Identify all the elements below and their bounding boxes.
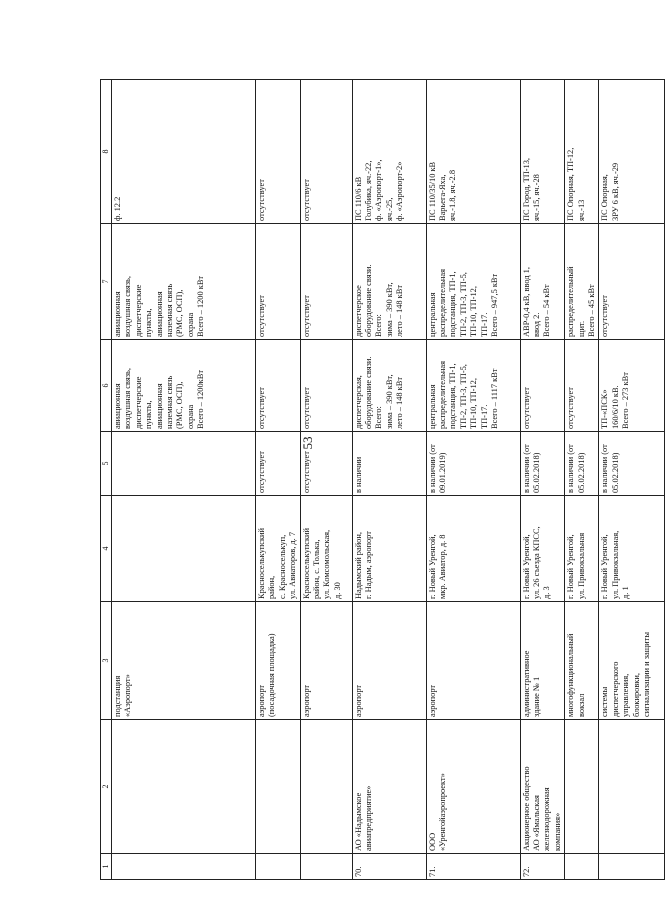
status-text: в наличии (от 09.01.2019) [427,444,448,493]
load-reserve-cell [426,224,520,340]
power-source-text: отсутствует [301,179,311,221]
table-row [352,80,426,880]
load-supply-text: отсутствует [257,387,266,429]
status-text: в наличии [353,456,363,493]
object-text: аэропорт (посадочная площадка) [257,633,277,717]
status-text: в наличии (от 05.02.2018) [521,444,542,493]
power-source-text: ПС Опорная, ЗРУ 6 кВ, яч.-29 [600,162,620,221]
power-source-cell [599,80,665,224]
organization-cell [352,720,426,854]
power-source-cell [426,80,520,224]
object-cell [426,602,520,720]
organization-text: Акционерное общество АО «Ямальская железнодорожная компания» [521,766,562,851]
organization-cell [565,720,599,854]
organization-text: АО «Надымское авиапредприятие» [353,785,374,851]
load-reserve-cell [256,224,301,340]
header-row [101,80,112,880]
power-source-text: ПС 110/6 кВ Голубика, яч.-22, ф. «Аэропорт-1», яч.-25, ф. «Аэропорт-2» [353,159,405,221]
load-supply-text: отсутствует [566,387,576,429]
column-header: 3 [101,602,112,720]
table-row [599,80,665,880]
object-text: административное здание № 1 [521,650,542,717]
column-header: 1 [101,854,112,880]
power-source-text: ф. 12.2 [113,196,122,221]
column-header: 5 [101,432,112,496]
organization-cell [112,720,256,854]
status-text: в наличии (от 05.02.2018) [566,444,586,493]
power-source-cell [352,80,426,224]
load-reserve-text: диспетчерское оборудование связи. Всего: зима – 390 кВт, лето – 148 кВт [353,264,405,337]
object-text: аэропорт [301,684,311,717]
address-text: г. Новый Уренгой, ул. 26 съезда КПСС, д. 3 [521,526,552,599]
status-cell [520,432,565,496]
load-supply-text: отсутствует [301,387,311,429]
status-cell [112,432,256,496]
load-reserve-text: отсутствует [257,295,266,337]
load-reserve-text: АВР-0,4 кВ, ввод 1, ввод 2. Всего – 54 кВт [521,267,552,337]
object-cell [599,602,665,720]
status-cell [426,432,520,496]
load-reserve-text: центральная распределительная подстанция, ТП-1, ТП-2, ТП-3, ТП-5, ТП-10, ТП-12, ТП-17. Всего – 947,5 кВт [427,269,500,337]
load-reserve-cell [520,224,565,340]
address-cell [599,496,665,602]
row-number-cell [256,854,301,880]
row-number-cell [426,854,520,880]
load-supply-text: центральная распределительная подстанция, ТП-1, ТП-2, ТП-3, ТП-5, ТП-10, ТП-12, ТП-17. Всего – 1117 кВт [427,361,500,429]
object-cell [112,602,256,720]
object-text: системы диспетчерского управления, блокировки, сигнализации и защиты [600,632,652,717]
power-source-cell [300,80,352,224]
address-text: г. Новый Уренгой, мкр. Авиатор, д. 8 [427,534,448,599]
organization-cell [520,720,565,854]
load-supply-cell [256,340,301,432]
row-number-text: 72. [521,866,531,877]
column-header: 7 [101,224,112,340]
power-source-cell [112,80,256,224]
object-text: аэропорт [353,684,363,717]
load-reserve-text: авиационная воздушная связь, диспетчерские пункты, авиационная наземная связь (РМС, ОСП), охрана Всего – 1200 кВт [113,275,206,337]
object-text: подстанция «Аэропорт» [113,674,133,717]
object-cell [300,602,352,720]
row-number-cell [599,854,665,880]
load-supply-cell [300,340,352,432]
row-number-text: 71. [427,866,437,877]
column-header: 4 [101,496,112,602]
organization-cell [426,720,520,854]
power-source-cell [256,80,301,224]
power-source-text: ПС Опорная, ТП-12, яч.-13 [566,147,586,221]
table-row [520,80,565,880]
organization-cell [599,720,665,854]
row-number-cell [300,854,352,880]
load-reserve-text: распределительный щит. Всего – 45 кВт [566,266,597,337]
power-source-text: ПС 110/35/10 кВ Варьега-Яха, яч.-1.8, яч.-2.8 [427,161,458,221]
load-supply-text: ТП-«ПСК» 160/6/10 кВ. Всего – 273 кВт [600,372,631,429]
load-supply-cell [352,340,426,432]
address-cell [520,496,565,602]
status-cell [565,432,599,496]
status-cell [599,432,665,496]
load-reserve-text: отсутствует [301,295,311,337]
load-supply-text: авиационная воздушная связь, диспетчерские пункты, авиационная наземная связь (РМС, ОСП), охрана Всего – 1200кВт [113,368,206,429]
status-cell [352,432,426,496]
column-header: 6 [101,340,112,432]
object-cell [520,602,565,720]
load-supply-cell [426,340,520,432]
status-cell [256,432,301,496]
object-cell [256,602,301,720]
status-cell [300,432,352,496]
address-cell [300,496,352,602]
load-reserve-cell [300,224,352,340]
object-text: многофункциональный вокзал [566,633,586,717]
load-supply-cell [565,340,599,432]
load-reserve-cell [599,224,665,340]
address-cell [565,496,599,602]
address-text: Красноселькупский район, с. Толька, ул. Комсомольская, д. 30 [301,528,342,599]
row-number-cell [112,854,256,880]
table-row [565,80,599,880]
address-text: Надымский район, г. Надым, аэропорт [353,531,374,599]
table-row [112,80,256,880]
power-source-text: отсутствует [257,179,266,221]
status-text: в наличии (от 05.02.2018) [600,444,620,493]
power-source-text: ПС Город, ТП-13, яч.-15, яч.-28 [521,157,542,221]
status-text: отсутствует [301,451,311,493]
organization-cell [300,720,352,854]
row-number-cell [352,854,426,880]
address-cell [112,496,256,602]
load-supply-text: отсутствует [521,387,531,429]
load-supply-text: диспетчерская, оборудование связи. Всего: зима – 390 кВт, лето – 148 кВт [353,356,405,429]
load-reserve-cell [565,224,599,340]
row-number-cell [520,854,565,880]
load-supply-cell [112,340,256,432]
data-table [100,79,665,880]
object-cell [565,602,599,720]
load-supply-cell [520,340,565,432]
table-row [300,80,352,880]
object-text: аэропорт [427,684,437,717]
row-number-cell [565,854,599,880]
load-reserve-cell [352,224,426,340]
row-number-text: 70. [353,866,363,877]
organization-text: ООО «Уренгойаэропроект» [427,773,448,851]
rotated-table [100,80,652,880]
table-container [100,80,652,880]
address-text: г. Новый Уренгой, ул. Привокзальная, д. 1 [600,530,631,599]
power-source-cell [520,80,565,224]
address-cell [426,496,520,602]
address-text: Красноселькупский район, с. Красноселькуп, ул. Авиаторов, д. 7 [257,528,298,599]
table-row [256,80,301,880]
power-source-cell [565,80,599,224]
column-header: 2 [101,720,112,854]
load-reserve-cell [112,224,256,340]
column-header: 8 [101,80,112,224]
table-row [426,80,520,880]
address-text: г. Новый Уренгой, ул. Привокзальная [566,532,586,599]
load-reserve-text: отсутствует [600,295,610,337]
status-text: отсутствует [257,451,266,493]
object-cell [352,602,426,720]
page-number: 53 [300,436,315,450]
address-cell [256,496,301,602]
load-supply-cell [599,340,665,432]
address-cell [352,496,426,602]
organization-cell [256,720,301,854]
